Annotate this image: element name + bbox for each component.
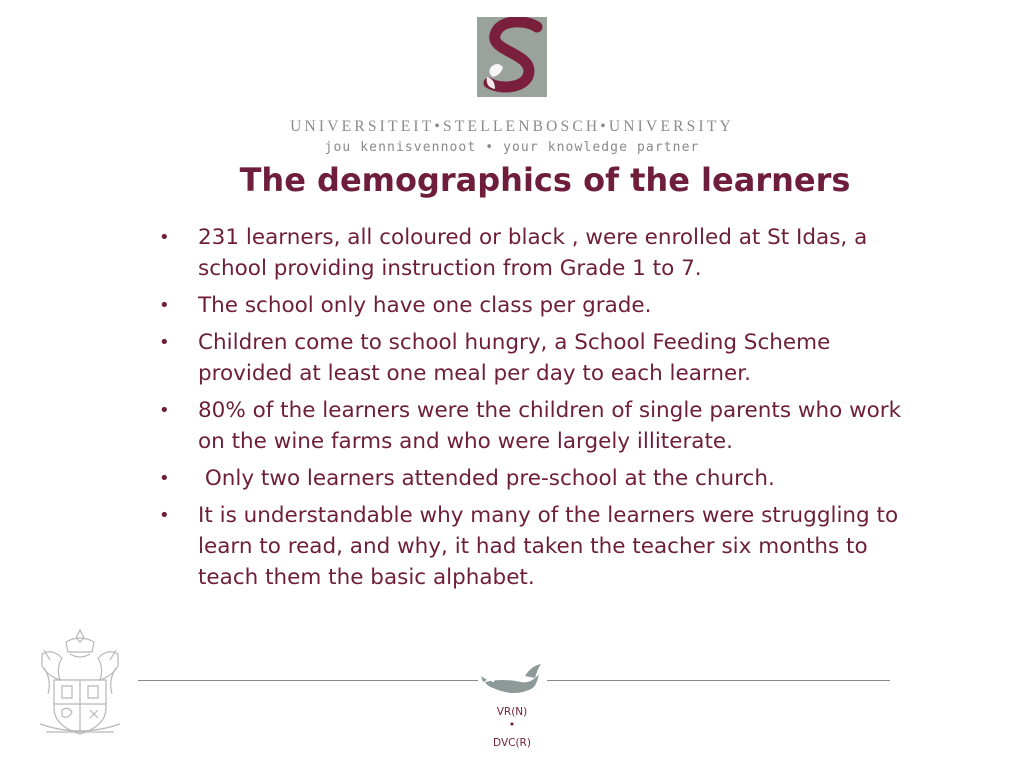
footer-label-vrn: VR(N): [496, 706, 528, 718]
bullet-item: [158, 395, 903, 457]
bullet-marker: •: [159, 227, 170, 248]
university-tagline: jou kennisvennoot • your knowledge partner: [324, 140, 700, 155]
bullet-list: [158, 222, 903, 599]
bullet-text: It is understandable why many of the learners were struggling to learn to read, and why, it had taken the teacher six months to teach them the basic alphabet.: [198, 503, 899, 590]
bullet-marker: •: [159, 400, 170, 421]
bullet-text: Children come to school hungry, a School Feeding Scheme provided at least one meal per day to each learner.: [198, 330, 831, 386]
bullet-marker: •: [159, 468, 170, 489]
bullet-marker: •: [159, 295, 170, 316]
fish-emblem-icon: [481, 660, 543, 700]
bullet-item: [158, 222, 903, 284]
footer-label-dvcr: DVC(R): [493, 737, 531, 749]
slide-title: The demographics of the learners: [239, 161, 851, 199]
bullet-marker: •: [159, 505, 170, 526]
university-name: UNIVERSITEIT•STELLENBOSCH•UNIVERSITY: [290, 118, 734, 135]
footer-divider-left: [138, 680, 478, 681]
footer-divider-right: [547, 680, 890, 681]
bullet-item: [158, 290, 903, 321]
bullet-text: Only two learners attended pre-school at the church.: [198, 466, 775, 491]
university-logo-icon: [477, 17, 547, 97]
bullet-marker: •: [159, 332, 170, 353]
bullet-item: [158, 327, 903, 389]
bullet-text: 231 learners, all coloured or black , were enrolled at St Idas, a school providing instruction from Grade 1 to 7.: [198, 225, 868, 281]
bullet-item: [158, 463, 903, 494]
bullet-text: The school only have one class per grade.: [198, 293, 652, 318]
coat-of-arms-icon: [36, 624, 124, 740]
bullet-item: [158, 500, 903, 593]
footer-separator: •: [508, 718, 516, 731]
bullet-text: 80% of the learners were the children of single parents who work on the wine farms and who were largely illiterate.: [198, 398, 902, 454]
